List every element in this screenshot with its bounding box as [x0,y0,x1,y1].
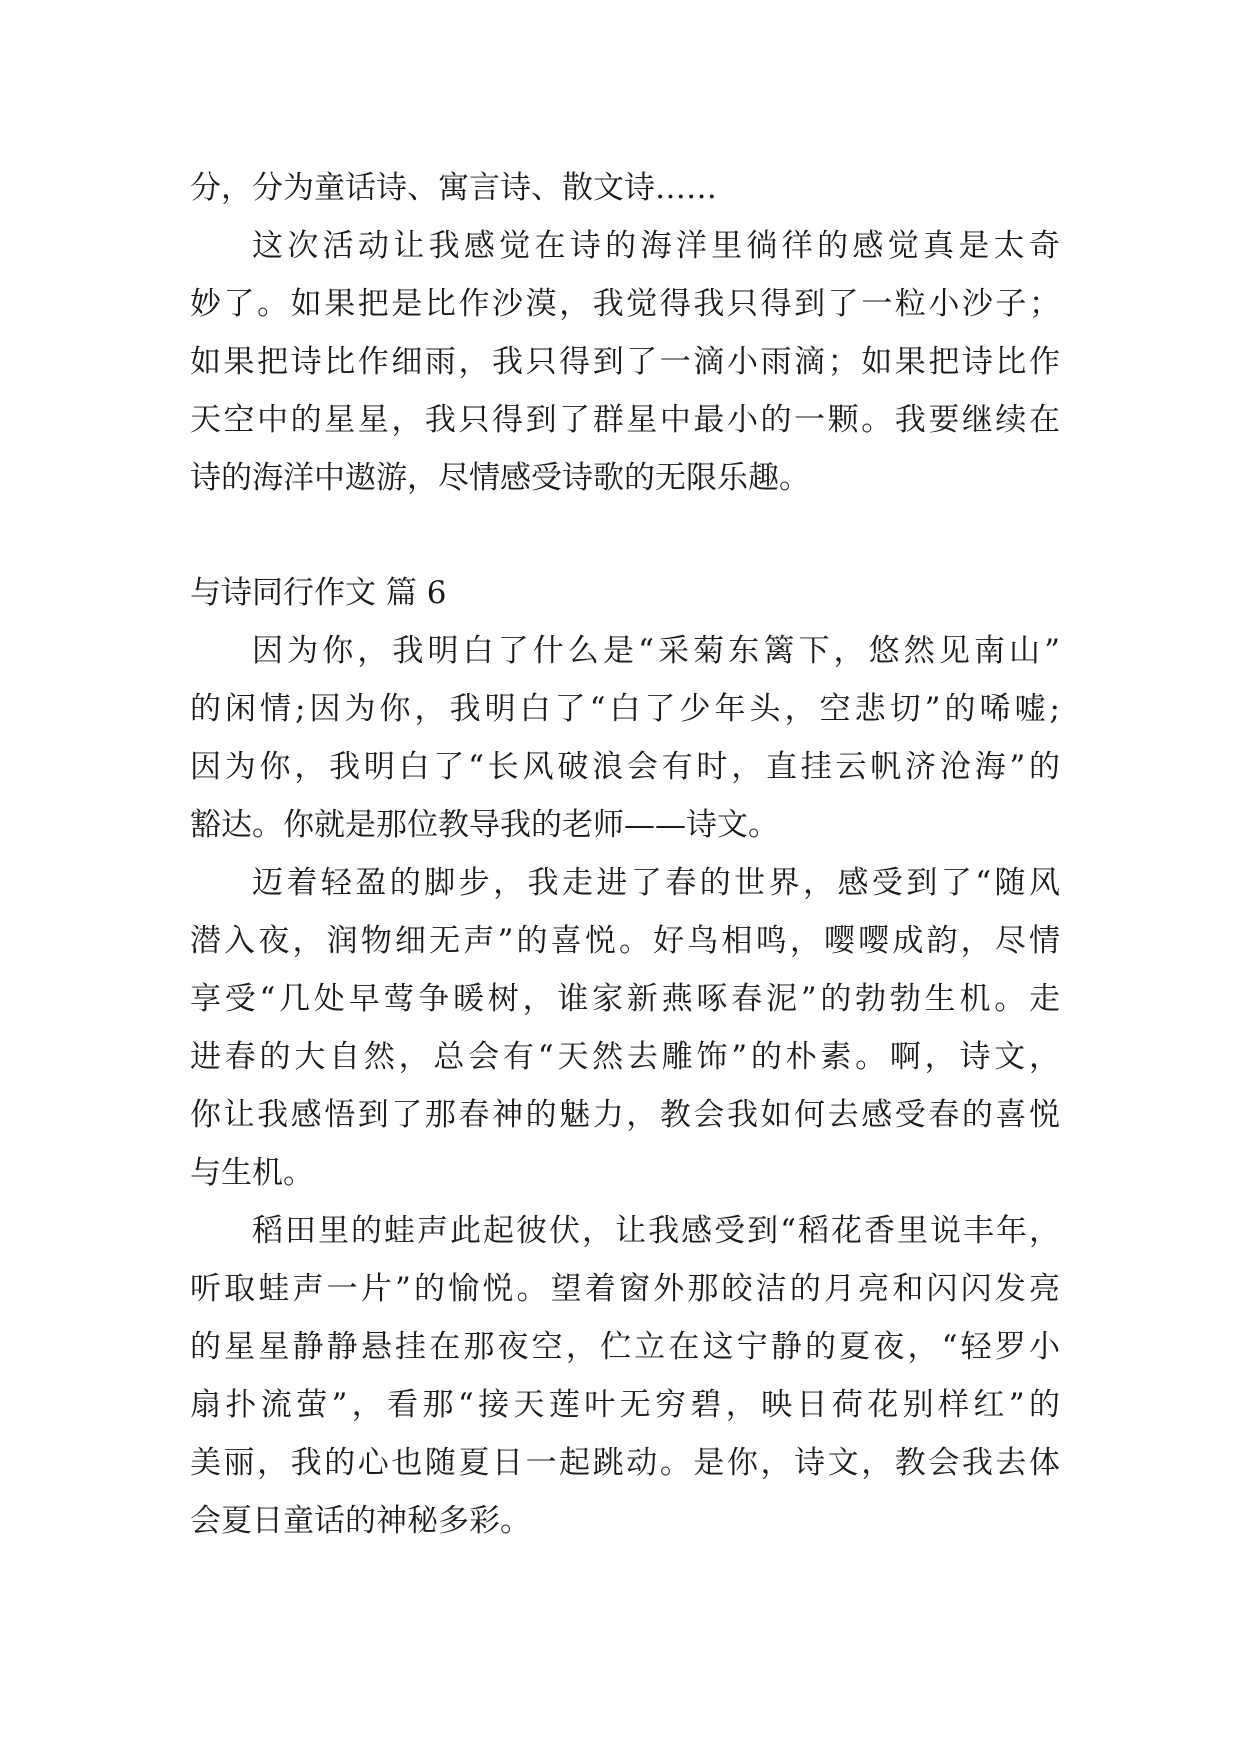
section-heading: 与诗同行作文 篇 6 [190,575,447,611]
text-line: 迈着轻盈的脚步，我走进了春的世界，感受到了“随风 [252,865,1060,901]
text-line: 的星星静静悬挂在那夜空，伫立在这宁静的夏夜，“轻罗小 [190,1329,1060,1365]
text-line: 的闲情;因为你，我明白了“白了少年头，空悲切”的唏嘘; [190,691,1060,727]
text-line: 美丽，我的心也随夏日一起跳动。是你，诗文，教会我去体 [190,1445,1060,1481]
text-line: 天空中的星星，我只得到了群星中最小的一颗。我要继续在 [190,402,1060,438]
text-line: 稻田里的蛙声此起彼伏，让我感受到“稻花香里说丰年， [252,1213,1060,1249]
text-line: 妙了。如果把是比作沙漠，我觉得我只得到了一粒小沙子； [190,286,1060,322]
text-line: 分，分为童话诗、寓言诗、散文诗…… [190,170,717,206]
text-line: 豁达。你就是那位教导我的老师——诗文。 [190,807,779,843]
text-line: 享受“几处早莺争暖树，谁家新燕啄春泥”的勃勃生机。走 [190,981,1060,1017]
text-line: 这次活动让我感觉在诗的海洋里徜徉的感觉真是太奇 [252,228,1060,264]
text-line: 因为你，我明白了“长风破浪会有时，直挂云帆济沧海”的 [190,749,1060,785]
text-line: 如果把诗比作细雨，我只得到了一滴小雨滴；如果把诗比作 [190,344,1060,380]
text-line: 你让我感悟到了那春神的魅力，教会我如何去感受春的喜悦 [190,1097,1060,1133]
text-line: 与生机。 [190,1155,314,1191]
text-line: 潜入夜，润物细无声”的喜悦。好鸟相鸣，嘤嘤成韵，尽情 [190,923,1060,959]
text-line: 因为你，我明白了什么是“采菊东篱下，悠然见南山” [252,633,1060,669]
text-line: 诗的海洋中遨游，尽情感受诗歌的无限乐趣。 [190,460,810,496]
text-line: 扇扑流萤”，看那“接天莲叶无穷碧，映日荷花别样红”的 [190,1387,1060,1423]
text-line: 进春的大自然，总会有“天然去雕饰”的朴素。啊，诗文， [190,1039,1060,1075]
text-line: 听取蛙声一片”的愉悦。望着窗外那皎洁的月亮和闪闪发亮 [190,1271,1060,1307]
text-line: 会夏日童话的神秘多彩。 [190,1503,531,1539]
